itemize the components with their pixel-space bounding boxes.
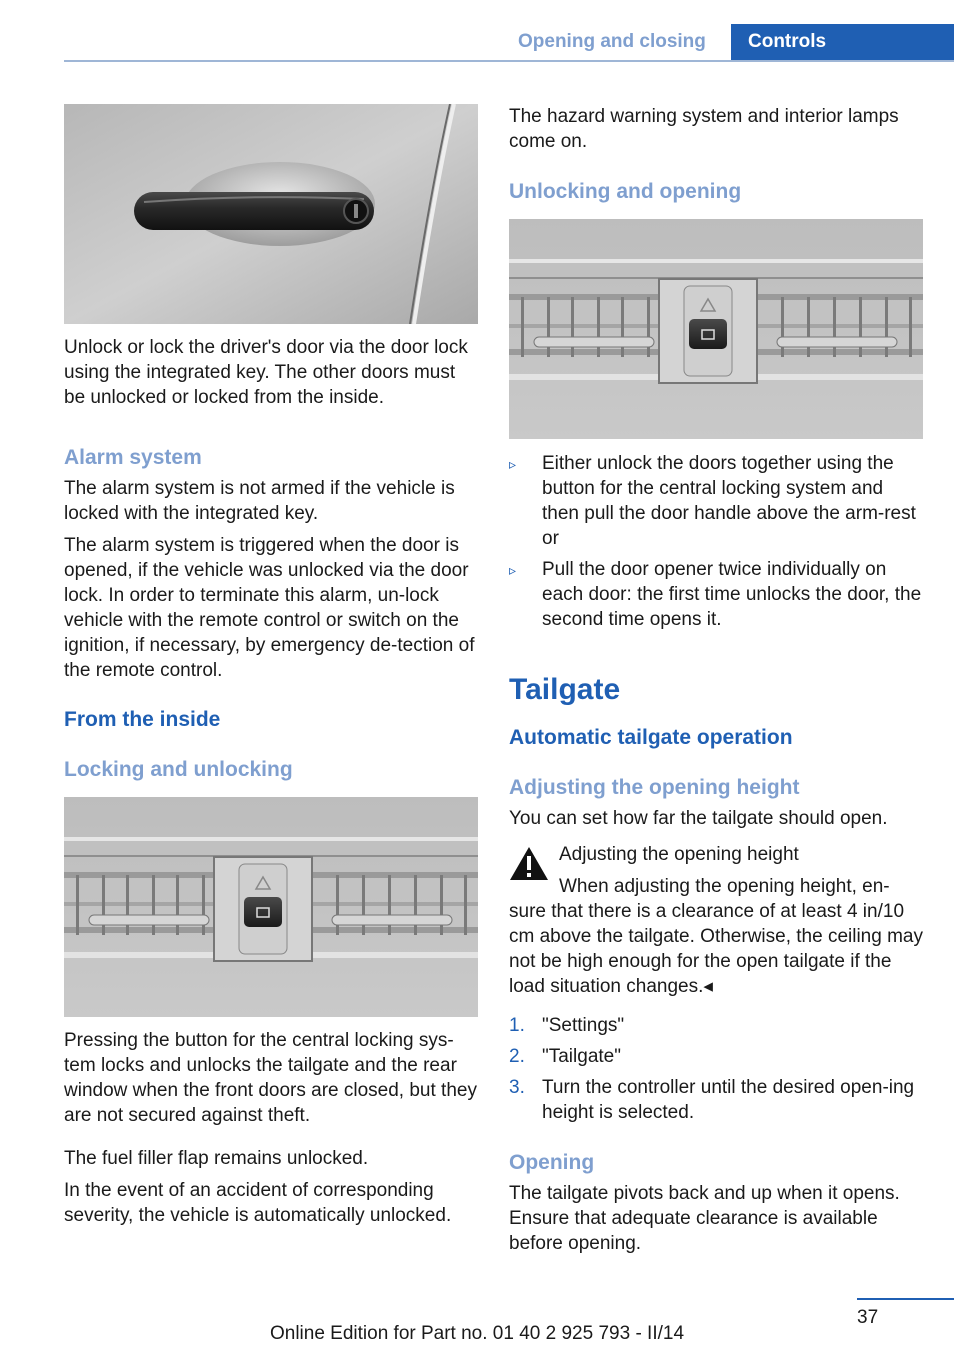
- unlock-options-list: [509, 451, 923, 632]
- fuel-flap-paragraph: The fuel filler flap remains unlocked.: [64, 1148, 369, 1169]
- opening-paragraph: The tailgate pivots back and up when it opens. Ensure that adequate clearance is available before opening.: [509, 1183, 900, 1254]
- alarm-paragraph-2: The alarm system is triggered when the door is opened, if the vehicle was unlocked via the door lock. In order to terminate this alarm, un‐lock vehicle with the remote control or switch on the ignition, if necessary, by emergency de‐tection of the remote control.: [64, 535, 475, 681]
- right-column: [509, 104, 923, 1256]
- from-inside-heading: From the inside: [64, 708, 221, 731]
- warning-title: Adjusting the opening height: [559, 844, 799, 865]
- footer-rule: [857, 1298, 954, 1300]
- step-text: "Tailgate": [542, 1046, 621, 1067]
- footer-edition-text: Online Edition for Part no. 01 40 2 925 793 - II/14: [269, 1323, 685, 1344]
- step-text: Turn the controller until the desired open‐ing height is selected.: [542, 1077, 915, 1123]
- tailgate-title: Tailgate: [509, 673, 621, 706]
- central-locking-paragraph: Pressing the button for the central locking sys‐tem locks and unlocks the tailgate and the rear window when the front doors are closed, but they are not secured against theft.: [64, 1030, 477, 1126]
- settings-steps-list: [509, 1013, 923, 1125]
- list-item: [509, 1013, 923, 1038]
- accident-paragraph: In the event of an accident of corresponding severity, the vehicle is automatically unlocked.: [64, 1180, 452, 1226]
- bullet-triangle-icon: ▹: [509, 456, 517, 472]
- list-item-text: Pull the door opener twice individually on each door: the first time unlocks the door, the second time opens it.: [542, 559, 922, 630]
- list-item: [509, 1075, 923, 1125]
- door-handle-image: [64, 104, 478, 324]
- warning-block: [509, 842, 923, 999]
- list-item: [509, 451, 923, 551]
- warning-triangle-icon: [509, 845, 549, 881]
- locking-unlocking-heading: Locking and unlocking: [64, 758, 293, 781]
- step-number: 3.: [509, 1077, 525, 1098]
- warning-text-first-line: When adjusting the opening height, en‐: [559, 876, 890, 897]
- bullet-triangle-icon: ▹: [509, 562, 517, 578]
- unlocking-opening-heading: Unlocking and opening: [509, 180, 742, 203]
- list-item: [509, 557, 923, 632]
- alarm-paragraph-1: The alarm system is not armed if the vehicle is locked with the integrated key.: [64, 478, 455, 524]
- list-item-text: Either unlock the doors together using the button for the central locking system and then pull the door handle above the arm‐rest or: [542, 453, 916, 549]
- central-locking-button-image: [64, 797, 478, 1017]
- header-rule: [64, 60, 954, 62]
- header-section-label: Opening and closing: [518, 31, 706, 52]
- alarm-system-heading: Alarm system: [64, 446, 202, 469]
- opening-heading: Opening: [509, 1151, 595, 1174]
- adjusting-height-heading: Adjusting the opening height: [509, 776, 800, 799]
- page-number: 37: [857, 1307, 879, 1328]
- door-lock-paragraph: Unlock or lock the driver's door via the door lock using the integrated key. The other doors must be unlocked or locked from the inside.: [64, 337, 468, 408]
- warning-text: sure that there is a clearance of at least 4 in/10 cm above the tailgate. Otherwise, the ceiling may not be high enough for the open tailgate if the load situation changes.◂: [509, 901, 923, 997]
- header-chapter-tab: Controls: [731, 24, 954, 60]
- adjust-paragraph: You can set how far the tailgate should open.: [509, 808, 888, 829]
- left-column: [64, 104, 478, 1228]
- automatic-tailgate-heading: Automatic tailgate operation: [509, 726, 793, 749]
- step-number: 1.: [509, 1015, 525, 1036]
- central-locking-button-image-2: [509, 219, 923, 439]
- list-item: [509, 1044, 923, 1069]
- step-number: 2.: [509, 1046, 525, 1067]
- step-text: "Settings": [542, 1015, 625, 1036]
- hazard-paragraph: The hazard warning system and interior lamps come on.: [509, 106, 899, 152]
